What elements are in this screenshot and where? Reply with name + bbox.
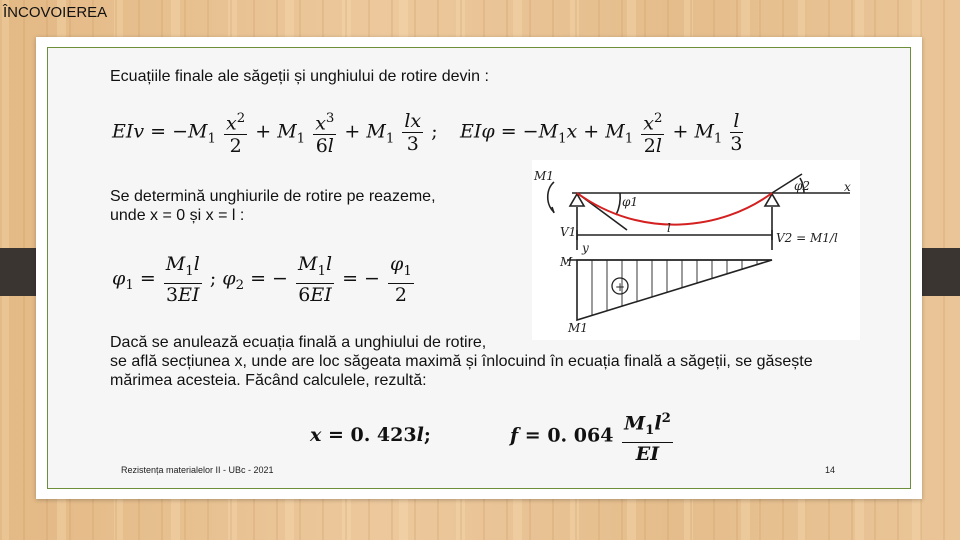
deflection-equation: EIv = $-M_1$ $\frac{x^2}{2}$ + $M_1$ $\frac{x^3}{6l}$ + $M_1$ $\frac{lx}{3}$ ; (112, 108, 438, 157)
label-axis-x: x (844, 180, 851, 194)
max-deflection-value: f = 0. 064 $\frac{M_1l^2}{EI}$ (510, 408, 675, 465)
moment-arc (548, 182, 554, 212)
page-number: 14 (824, 465, 835, 475)
conclusion-text-line1: Dacă se anulează ecuația finală a unghiului de rotire, (110, 334, 487, 351)
deflection-curve (577, 193, 772, 225)
beam-diagram-svg (532, 160, 860, 340)
label-phi2: φ2 (794, 179, 811, 193)
max-deflection-position: x = 0. 423l; (310, 424, 431, 446)
support-rotation-equation: $\varphi_1$ = $\frac{M_1l}{3EI}$ ; $\varphi_2$ = − $\frac{M_1l}{6EI}$ = − $\frac{\varphi_1}{2}$ (112, 253, 412, 306)
beam-diagram (532, 160, 860, 340)
moment-diagram (577, 260, 772, 320)
support-rotation-text-line1: Se determină unghiurile de rotire pe reazeme, (110, 188, 436, 205)
support-rotation-text-line2: unde x = 0 și x = l : (110, 207, 245, 224)
label-m1-bottom: M1 (568, 321, 588, 335)
label-y: y (582, 241, 589, 255)
conclusion-text-line3: mărimea acesteia. Făcând calculele, rezultă: (110, 372, 427, 389)
label-phi1: φ1 (622, 195, 639, 209)
label-m1-top: M1 (534, 169, 554, 183)
label-m: M (560, 255, 573, 269)
label-plus: + (615, 280, 626, 294)
label-span: l (667, 221, 671, 235)
slide-title: ÎNCOVOIEREA (3, 4, 108, 21)
rotation-equation: $EI\varphi = -M_1x + M_1$ $\frac{x^2}{2l}$ + $M_1$ $\frac{l}{3}$ (460, 108, 745, 157)
intro-text: Ecuațiile finale ale săgeții și unghiului de rotire devin : (110, 68, 489, 85)
label-v2: V2 = M1/l (776, 231, 838, 245)
conclusion-text-line2: se află secțiunea x, unde are loc săgeata maximă și înlocuind în ecuația finală a săgeții, se găsește (110, 353, 813, 370)
label-v1: V1 (560, 225, 577, 239)
footer-course: Rezistența materialelor II - UBc - 2021 (121, 465, 274, 475)
